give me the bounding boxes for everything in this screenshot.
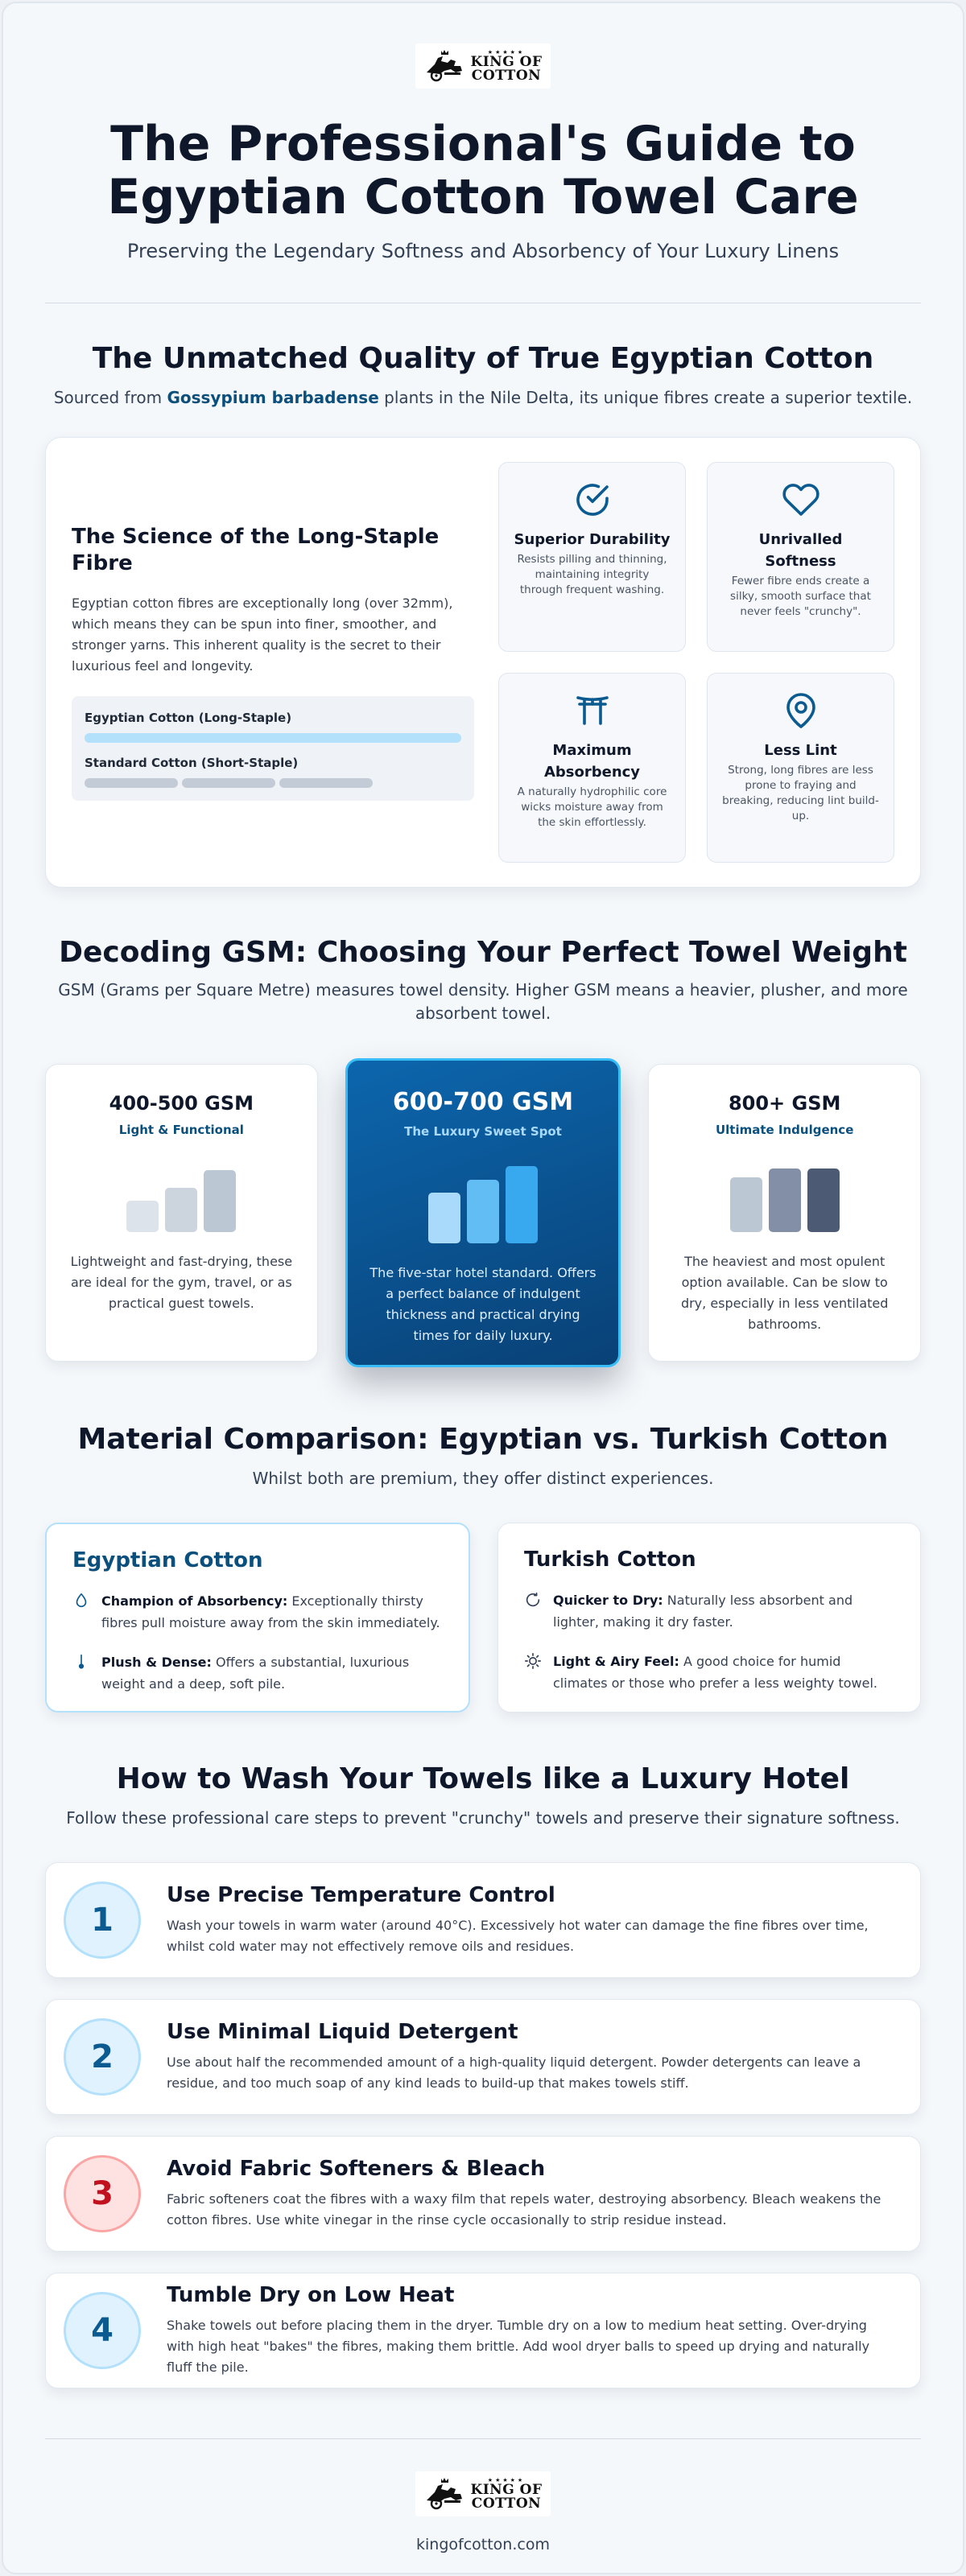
wash-title: How to Wash Your Towels like a Luxury Hotel bbox=[116, 1762, 850, 1795]
gsm-subtitle: GSM (Grams per Square Metre) measures towel density. Higher GSM means a heavier, plusher, and more absorbent towel. bbox=[58, 980, 908, 1023]
feature-text: Fewer fibre ends create a silky, smooth surface that never feels "crunchy". bbox=[730, 575, 871, 618]
gsm-card-tag: The Luxury Sweet Spot bbox=[404, 1124, 562, 1139]
long-staple-bar bbox=[85, 733, 461, 743]
gsm-card-tag: Ultimate Indulgence bbox=[715, 1123, 854, 1137]
feature-title: Maximum Absorbency bbox=[543, 742, 641, 781]
gsm-card-luxury bbox=[345, 1058, 621, 1367]
comparison-title: Material Comparison: Egyptian vs. Turkish Cotton bbox=[77, 1423, 889, 1456]
gsm-title: Decoding GSM: Choosing Your Perfect Towel Weight bbox=[59, 936, 907, 969]
logo-line-1: KING OF bbox=[470, 2481, 543, 2498]
feature-title: Less Lint bbox=[764, 742, 837, 759]
feature-title: Unrivalled Softness bbox=[758, 531, 843, 570]
step-number: 4 bbox=[64, 2292, 141, 2369]
short-staple-bars bbox=[85, 778, 461, 788]
short-staple-bar bbox=[279, 778, 373, 788]
step-title: Avoid Fabric Softeners & Bleach bbox=[167, 2157, 546, 2181]
gsm-card-text: The five-star hotel standard. Offers a perfect balance of indulgent thickness and practical drying times for daily luxury. bbox=[369, 1265, 597, 1343]
quality-sub-prefix: Sourced from bbox=[53, 388, 167, 407]
wash-subtitle: Follow these professional care steps to prevent "crunchy" towels and preserve their signature softness. bbox=[66, 1808, 900, 1828]
page-title-line-2: Egyptian Cotton Towel Care bbox=[107, 169, 859, 225]
comparison-point bbox=[524, 1651, 894, 1694]
droplet-icon bbox=[72, 1592, 90, 1609]
comparison-point bbox=[72, 1590, 443, 1634]
logo-line-2: COTTON bbox=[471, 2495, 542, 2512]
wash-step bbox=[45, 2136, 921, 2252]
gsm-cards bbox=[45, 1056, 921, 1370]
gsm-card-title: 800+ GSM bbox=[728, 1092, 841, 1115]
quality-section bbox=[45, 342, 921, 888]
gsm-card-tag: Light & Functional bbox=[118, 1123, 244, 1137]
page bbox=[2, 2, 964, 2574]
point-label: Plush & Dense: bbox=[101, 1655, 212, 1670]
gsm-weight-bar bbox=[506, 1166, 538, 1243]
feature-text: Resists pilling and thinning, maintaining integrity through frequent washing. bbox=[517, 553, 667, 596]
gsm-weight-bar bbox=[807, 1168, 840, 1232]
step-number: 2 bbox=[64, 2018, 141, 2096]
point-text: Offers a substantial, luxurious weight and a deep, soft pile. bbox=[101, 1655, 410, 1692]
step-number: 1 bbox=[64, 1882, 141, 1959]
comparison-point bbox=[524, 1589, 894, 1633]
science-title: The Science of the Long-Staple Fibre bbox=[72, 525, 440, 575]
step-text: Shake towels out before placing them in the dryer. Tumble dry on a low to medium heat setting. Over-drying with high heat "bakes" the fibres, making them brittle. Add wool dryer balls to speed up drying and naturally fluff the pile. bbox=[167, 2318, 870, 2375]
page-title-line-1: The Professional's Guide to bbox=[110, 116, 856, 172]
wash-step bbox=[45, 2273, 921, 2388]
feature-text: A naturally hydrophilic core wicks moisture away from the skin effortlessly. bbox=[517, 785, 667, 829]
gsm-weight-bar bbox=[204, 1170, 236, 1232]
website-link[interactable]: kingofcotton.com bbox=[416, 2536, 550, 2553]
gsm-weight-bar bbox=[467, 1180, 499, 1243]
footer-divider bbox=[45, 2438, 921, 2439]
check-circle-icon bbox=[573, 480, 612, 519]
quality-card bbox=[45, 437, 921, 888]
torii-gate-icon bbox=[573, 691, 612, 730]
gsm-weight-bar bbox=[769, 1168, 801, 1232]
point-label: Champion of Absorbency: bbox=[101, 1593, 288, 1609]
point-text: A good choice for humid climates or those who prefer a less weighty towel. bbox=[553, 1654, 877, 1691]
point-label: Light & Airy Feel: bbox=[553, 1654, 679, 1669]
wash-section bbox=[45, 1762, 921, 2388]
step-number: 3 bbox=[64, 2155, 141, 2232]
turkish-cotton-title: Turkish Cotton bbox=[524, 1548, 696, 1572]
gsm-weight-bar bbox=[165, 1188, 197, 1232]
step-title: Tumble Dry on Low Heat bbox=[167, 2283, 455, 2307]
staple-comparison bbox=[72, 696, 474, 801]
page-header bbox=[45, 3, 921, 303]
logo-stars: ★★★★★ bbox=[487, 48, 526, 56]
gsm-weight-bars bbox=[670, 1164, 899, 1232]
feature-durability bbox=[498, 462, 686, 652]
heart-icon bbox=[782, 480, 820, 519]
sun-icon bbox=[524, 1652, 542, 1670]
comparison-section bbox=[45, 1423, 921, 1713]
page-subtitle: Preserving the Legendary Softness and Absorbency of Your Luxury Linens bbox=[126, 240, 840, 262]
gsm-weight-bar bbox=[126, 1201, 159, 1232]
gsm-weight-bar bbox=[428, 1193, 460, 1243]
comparison-point bbox=[72, 1651, 443, 1695]
wash-step bbox=[45, 1999, 921, 2115]
gsm-card-indulgence bbox=[648, 1064, 921, 1362]
feature-text: Strong, long fibres are less prone to fraying and breaking, reducing lint build-up. bbox=[722, 764, 879, 822]
feature-softness bbox=[707, 462, 894, 652]
step-text: Use about half the recommended amount of a high-quality liquid detergent. Powder detergents can leave a residue, and too much soap of any kind leads to build-up that makes towels stiff. bbox=[167, 2055, 861, 2091]
step-text: Wash your towels in warm water (around 40°C). Excessively hot water can damage the fine fibres over time, whilst cold water may not effectively remove oils and residues. bbox=[167, 1918, 869, 1954]
short-staple-bar bbox=[85, 778, 178, 788]
page-title bbox=[45, 117, 921, 224]
feature-less-lint bbox=[707, 673, 894, 863]
point-text: Exceptionally thirsty fibres pull moisture away from the skin immediately. bbox=[101, 1593, 440, 1630]
map-pin-icon bbox=[782, 691, 820, 730]
long-staple-label: Egyptian Cotton (Long-Staple) bbox=[85, 711, 292, 725]
short-staple-bar bbox=[182, 778, 275, 788]
quality-subtitle bbox=[45, 386, 921, 410]
science-panel bbox=[72, 462, 474, 863]
feature-title: Superior Durability bbox=[514, 531, 671, 548]
step-title: Use Precise Temperature Control bbox=[167, 1883, 555, 1907]
king-chariot-icon bbox=[423, 48, 465, 84]
egyptian-cotton-card bbox=[45, 1523, 470, 1713]
short-staple-label: Standard Cotton (Short-Staple) bbox=[85, 756, 299, 770]
gsm-weight-bar bbox=[730, 1177, 762, 1232]
brand-logo bbox=[45, 43, 921, 89]
gsm-weight-bars bbox=[369, 1166, 598, 1243]
gsm-card-title: 600-700 GSM bbox=[392, 1088, 574, 1116]
quality-title: The Unmatched Quality of True Egyptian Cotton bbox=[92, 342, 874, 375]
point-text: Naturally less absorbent and lighter, making it dry faster. bbox=[553, 1593, 853, 1630]
wash-step bbox=[45, 1862, 921, 1978]
quality-sub-suffix: plants in the Nile Delta, its unique fibres create a superior textile. bbox=[378, 388, 913, 407]
logo-stars: ★★★★★ bbox=[487, 2476, 526, 2483]
step-title: Use Minimal Liquid Detergent bbox=[167, 2020, 518, 2044]
gsm-card-title: 400-500 GSM bbox=[109, 1092, 254, 1115]
logo-line-1: KING OF bbox=[470, 53, 543, 70]
feature-grid bbox=[498, 462, 894, 863]
egyptian-cotton-title: Egyptian Cotton bbox=[72, 1548, 263, 1572]
wash-steps bbox=[45, 1862, 921, 2388]
quality-sub-highlight: Gossypium barbadense bbox=[167, 388, 379, 407]
king-chariot-icon bbox=[423, 2476, 465, 2512]
step-text: Fabric softeners coat the fibres with a waxy film that repels water, destroying absorbency. Bleach weakens the cotton fibres. Use white vinegar in the rinse cycle occasionally to strip residue instead. bbox=[167, 2191, 881, 2228]
gsm-card-text: Lightweight and fast-drying, these are ideal for the gym, travel, or as practical guest towels. bbox=[70, 1254, 293, 1311]
logo-line-2: COTTON bbox=[471, 67, 542, 84]
thermometer-icon bbox=[72, 1653, 90, 1671]
page-footer bbox=[45, 2438, 921, 2553]
comparison-cards bbox=[45, 1523, 921, 1713]
feature-absorbency bbox=[498, 673, 686, 863]
refresh-icon bbox=[524, 1591, 542, 1609]
gsm-section bbox=[45, 936, 921, 1370]
comparison-subtitle: Whilst both are premium, they offer distinct experiences. bbox=[252, 1469, 714, 1488]
science-text: Egyptian cotton fibres are exceptionally long (over 32mm), which means they can be spun into finer, smoother, and stronger yarns. This inherent quality is the secret to their luxurious feel and longevity. bbox=[72, 596, 453, 674]
gsm-card-light bbox=[45, 1064, 318, 1362]
gsm-card-text: The heaviest and most opulent option available. Can be slow to dry, especially in less ventilated bathrooms. bbox=[680, 1254, 889, 1332]
turkish-cotton-card bbox=[497, 1523, 921, 1713]
point-label: Quicker to Dry: bbox=[553, 1593, 663, 1608]
footer-logo bbox=[45, 2471, 921, 2516]
gsm-weight-bars bbox=[67, 1164, 296, 1232]
